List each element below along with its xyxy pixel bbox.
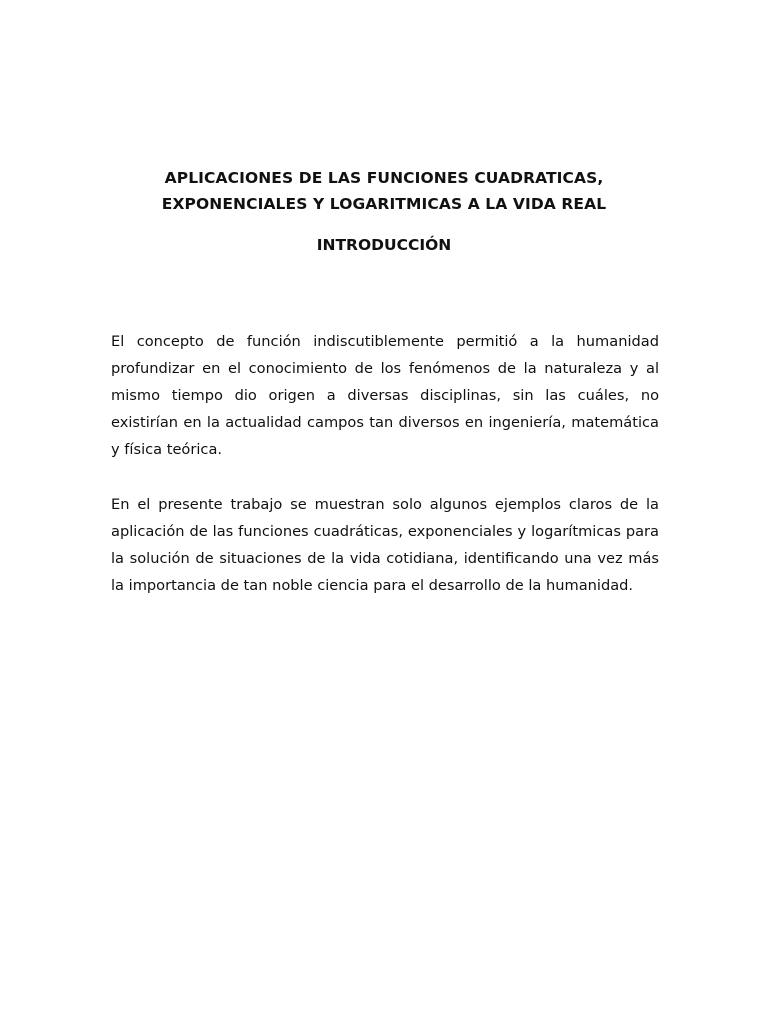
title-line-2: EXPONENCIALES Y LOGARITMICAS A LA VIDA REAL (161, 195, 607, 213)
paragraph-1: El concepto de función indiscutiblemente permitió a la humanidad profundizar en el conocimiento de los fenómenos de la naturaleza y al mismo tiempo dio origen a diversas disciplinas, sin las cuáles, no existirían en la actualidad campos tan diversos en ingeniería, matemática y física teórica. (111, 332, 659, 458)
section-heading: INTRODUCCIÓN (316, 236, 452, 254)
document-title (80, 165, 688, 217)
title-line-1: APLICACIONES DE LAS FUNCIONES CUADRATICAS, (164, 169, 604, 187)
paragraph-2: En el presente trabajo se muestran solo algunos ejemplos claros de la aplicación de las funciones cuadráticas, exponenciales y logarítmicas para la solución de situaciones de la vida cotidiana, identificando una vez más la importancia de tan noble ciencia para el desarrollo de la humanidad. (111, 495, 659, 594)
